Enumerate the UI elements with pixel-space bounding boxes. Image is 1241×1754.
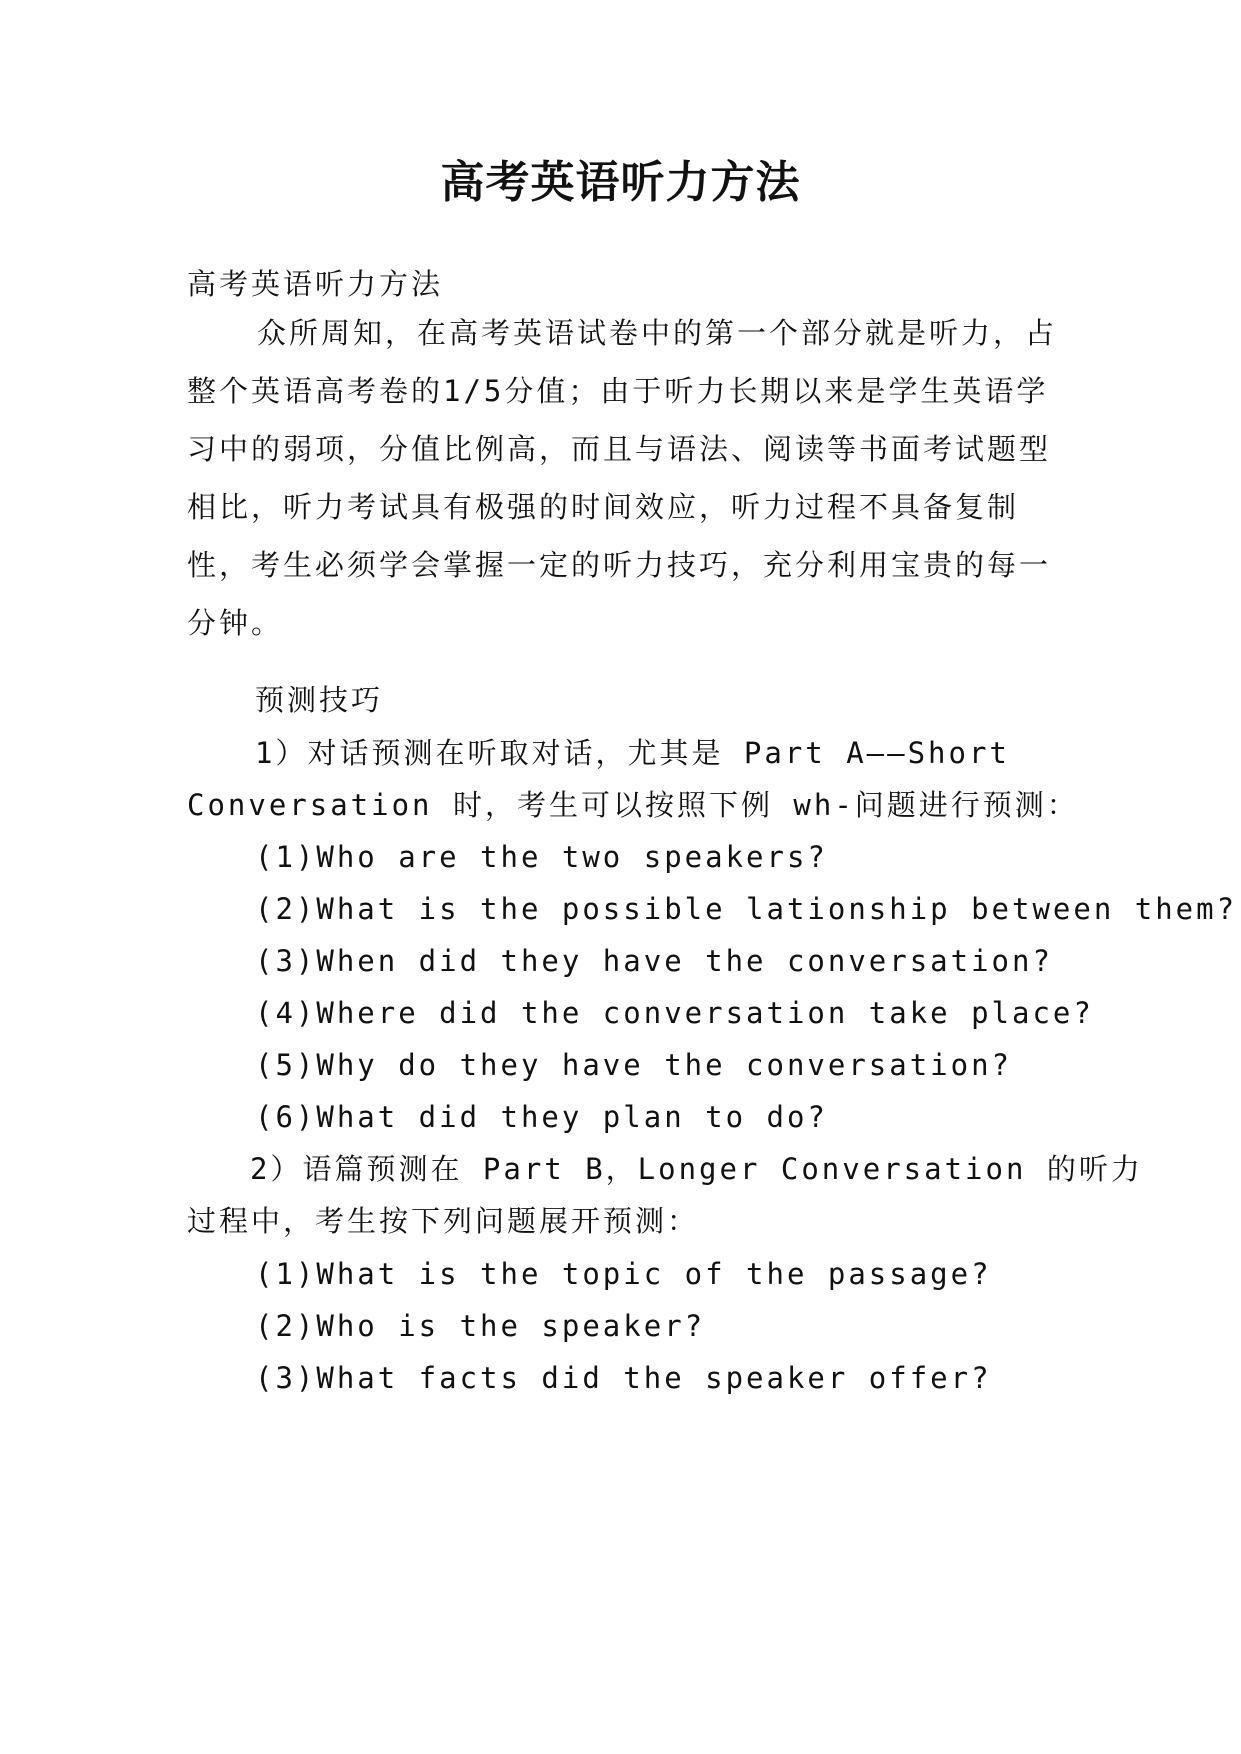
part-b-question-2: (2)Who is the speaker? bbox=[255, 1309, 706, 1343]
part-b-intro-line-2: 过程中，考生按下列问题展开预测： bbox=[187, 1204, 700, 1238]
section-heading: 预测技巧 bbox=[255, 683, 384, 717]
part-a-question-3: (3)When did they have the conversation? bbox=[255, 944, 1053, 978]
document-title: 高考英语听力方法 bbox=[440, 157, 801, 208]
part-a-question-4: (4)Where did the conversation take place? bbox=[255, 996, 1094, 1030]
part-b-question-1: (1)What is the topic of the passage? bbox=[255, 1257, 992, 1291]
part-b-intro-line-1: 2）语篇预测在 Part B，Longer Conversation 的听力 bbox=[250, 1152, 1143, 1186]
part-a-question-1: (1)Who are the two speakers? bbox=[255, 840, 828, 874]
part-a-question-2: (2)What is the possible lationship between them? bbox=[255, 892, 1238, 926]
intro-paragraph: 众所周知，在高考英语试卷中的第一个部分就是听力，占整个英语高考卷的1/5分值；由于听力长期以来是学生英语学习中的弱项，分值比例高，而且与语法、阅读等书面考试题型相比，听力考试具有极强的时间效应，听力过程不具备复制性，考生必须学会掌握一定的听力技巧，充分利用宝贵的每一分钟。 bbox=[187, 316, 1058, 640]
part-b-question-3: (3)What facts did the speaker offer? bbox=[255, 1361, 992, 1395]
subtitle: 高考英语听力方法 bbox=[187, 267, 444, 301]
part-a-intro-line-2: Conversation 时，考生可以按照下例 wh-问题进行预测： bbox=[187, 788, 1079, 822]
part-a-intro-line-1: 1）对话预测在听取对话，尤其是 Part A——Short bbox=[255, 736, 1010, 770]
part-a-question-5: (5)Why do they have the conversation? bbox=[255, 1048, 1013, 1082]
part-a-question-6: (6)What did they plan to do? bbox=[255, 1100, 828, 1134]
